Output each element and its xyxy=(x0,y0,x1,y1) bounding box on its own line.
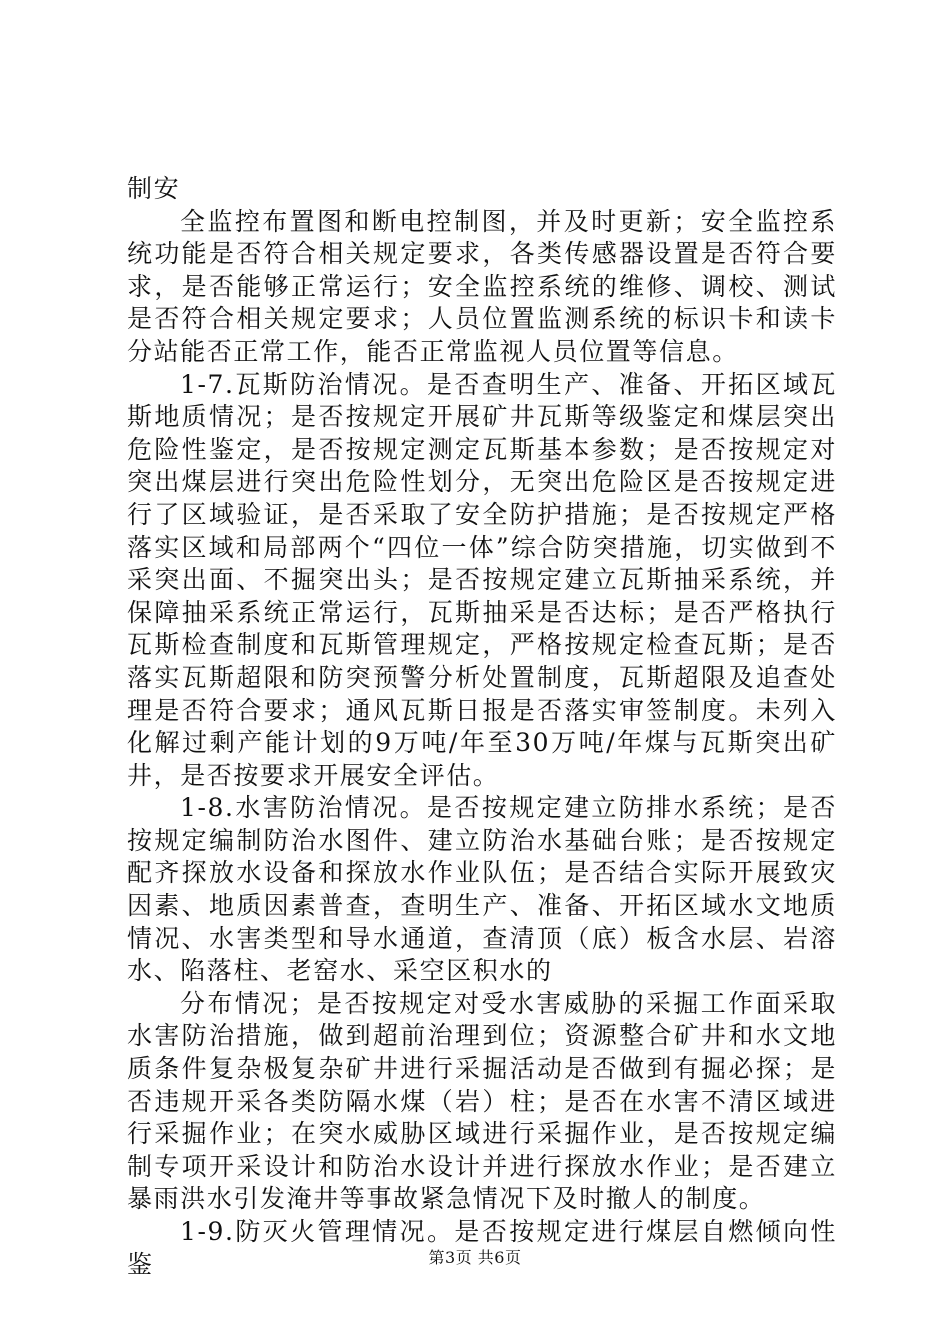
paragraph-water-distribution: 分布情况；是否按规定对受水害威胁的采掘工作面采取水害防治措施，做到超前治理到位；资源整合矿井和水文地质条件复杂极复杂矿井进行采掘活动是否做到有掘必探；是否违规开采各类防隔水煤（岩）柱；是否在水害不清区域进行采掘作业；在突水威胁区域进行采掘作业，是否按规定编制专项开采设计和防治水设计并进行探放水作业；是否建立暴雨洪水引发淹井等事故紧急情况下及时撤人的制度。 xyxy=(127,988,837,1214)
document-body xyxy=(127,173,837,1281)
paragraph-gas-control: 1-7.瓦斯防治情况。是否查明生产、准备、开拓区域瓦斯地质情况；是否按规定开展矿井瓦斯等级鉴定和煤层突出危险性鉴定，是否按规定测定瓦斯基本参数；是否按规定对突出煤层进行突出危险性划分，无突出危险区是否按规定进行了区域验证，是否采取了安全防护措施；是否按规定严格落实区域和局部两个“四位一体”综合防突措施，切实做到不采突出面、不掘突出头；是否按规定建立瓦斯抽采系统，并保障抽采系统正常运行，瓦斯抽采是否达标；是否严格执行瓦斯检查制度和瓦斯管理规定，严格按规定检查瓦斯；是否落实瓦斯超限和防突预警分析处置制度，瓦斯超限及追查处理是否符合要求；通风瓦斯日报是否落实审签制度。未列入化解过剩产能计划的9万吨/年至30万吨/年煤与瓦斯突出矿井，是否按要求开展安全评估。 xyxy=(127,369,837,790)
page-number-footer: 第3页 共6页 xyxy=(428,1248,522,1267)
paragraph-fragment: 制安 xyxy=(127,174,181,203)
paragraph-water-hazard: 1-8.水害防治情况。是否按规定建立防排水系统；是否按规定编制防治水图件、建立防治水基础台账；是否按规定配齐探放水设备和探放水作业队伍；是否结合实际开展致灾因素、地质因素普查，查明生产、准备、开拓区域水文地质情况、水害类型和导水通道，查清顶（底）板含水层、岩溶水、陷落柱、老窑水、采空区积水的 xyxy=(127,793,837,986)
paragraph-fire-prevention: 1-9.防灭火管理情况。是否按规定进行煤层自燃倾向性鉴 xyxy=(127,1217,837,1279)
paragraph-monitoring: 全监控布置图和断电控制图，并及时更新；安全监控系统功能是否符合相关规定要求，各类传感器设置是否符合要求，是否能够正常运行；安全监控系统的维修、调校、测试是否符合相关规定要求；人员位置监测系统的标识卡和读卡分站能否正常工作，能否正常监视人员位置等信息。 xyxy=(127,206,837,366)
